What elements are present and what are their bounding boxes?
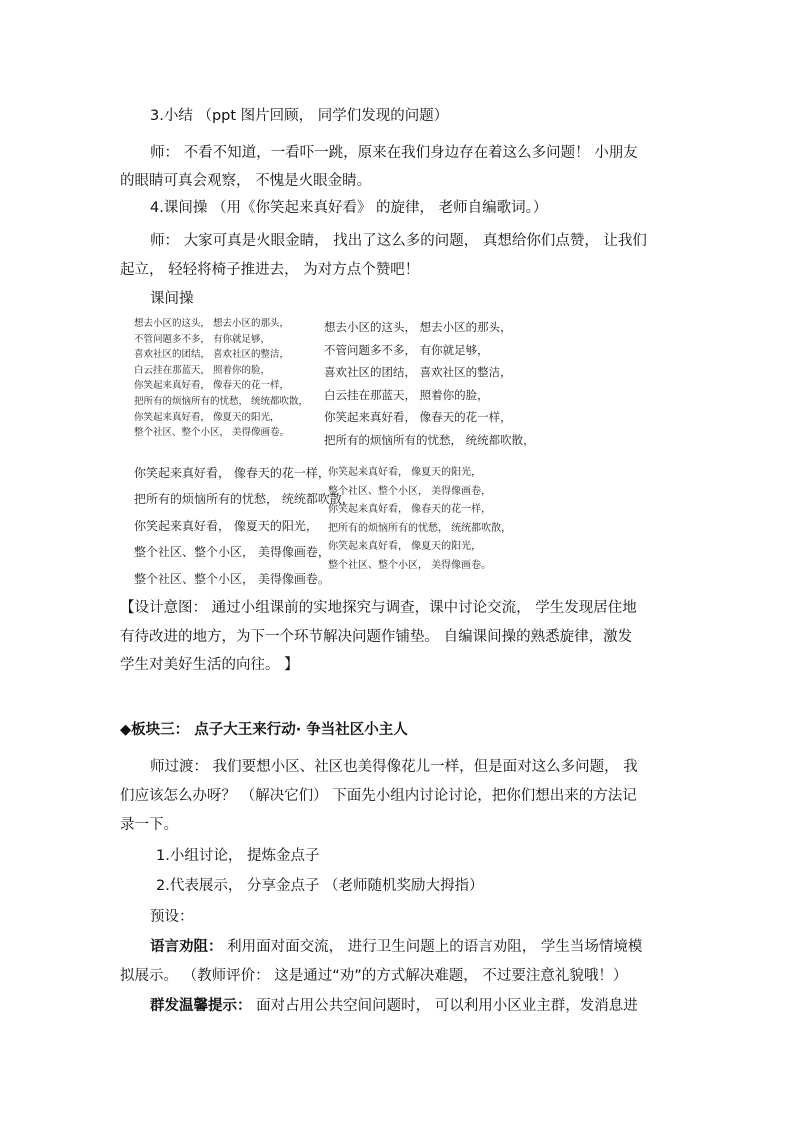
lyric-line: 把所有的烦恼所有的忧愁， 统统都吹散， (324, 432, 535, 447)
transition-line-1: 师过渡： 我们要想小区、社区也美得像花儿一样，但是面对这么多问题， 我 (150, 759, 638, 775)
lyric-line: 整个社区、整个小区， 美得像画卷。 (328, 559, 492, 571)
lyric-line: 喜欢社区的团结， 喜欢社区的整洁， (324, 365, 512, 380)
lyric-line: 你笑起来真好看， 像夏天的阳光， (328, 467, 482, 478)
lyric-line: 不管问题多不多， 有你就足够， (324, 342, 489, 357)
lyric-line: 白云挂在那蓝天， 照着你的脸， (134, 364, 271, 376)
teacher-line-2: 师： 大家可真是火眼金睛， 找出了这么多的问题， 真想给你们点赞， 让我们 (150, 233, 647, 249)
representative-item: 2.代表展示， 分享金点子 （老师随机奖励大拇指） (156, 878, 484, 894)
group-reminder-label: 群发温馨提示： (150, 998, 252, 1014)
lyric-line: 整个社区、整个小区， 美得像画卷。 (134, 427, 290, 439)
lyric-line: 整个社区、整个小区， 美得像画卷， (134, 545, 330, 560)
lyric-line: 你笑起来真好看， 像夏天的阳光， (134, 411, 280, 423)
lyrics-block-1 (134, 316, 308, 441)
teacher-line-1: 师： 不看不知道，一看吓一跳，原来在我们身边存在着这么多问题！ 小朋友 (150, 145, 638, 161)
verbal-persuasion-line-cont: 拟展示。 （教师评价： 这是通过“劝”的方式解决难题， 不过要注意礼貌哦！） (120, 968, 628, 984)
lyric-line: 想去小区的这头， 想去小区的那头， (324, 320, 512, 334)
group-reminder-text: 面对占用公共空间问题时， 可以利用小区业主群，发消息进 (251, 998, 638, 1014)
lyric-line: 把所有的烦恼所有的忧愁， 统统都吹散， (134, 395, 309, 407)
exercise-heading: 4.课间操 （用《你笑起来真好看》 的旋律， 老师自编歌词。） (150, 200, 548, 216)
lyric-line: 整个社区、整个小区， 美得像画卷。 (134, 571, 330, 586)
lyric-line: 把所有的烦恼所有的忧愁， 统统都吹散， (134, 492, 354, 507)
group-discussion-item: 1.小组讨论， 提炼金点子 (156, 848, 320, 864)
design-intent-line-1: 【设计意图： 通过小组课前的实地探究与调查，课中讨论交流， 学生发现居住地 (120, 600, 637, 616)
lyric-line: 喜欢社区的团结， 喜欢社区的整洁， (134, 349, 290, 361)
transition-line-2: 们应该怎么办呀？ （解决它们） 下面先小组内讨论讨论，把你们想出来的方法记 (120, 788, 637, 804)
lyric-line: 整个社区、整个小区， 美得像画卷， (328, 485, 492, 497)
group-reminder-line (150, 996, 638, 1016)
verbal-persuasion-line (150, 937, 642, 957)
preset-label: 预设： (150, 909, 194, 925)
lyric-line: 你笑起来真好看， 像春天的花一样， (328, 504, 492, 516)
lyric-line: 你笑起来真好看， 像春天的花一样， (324, 410, 512, 425)
transition-line-3: 录一下。 (120, 817, 178, 833)
verbal-persuasion-text: 利用面对面交流， 进行卫生问题上的语言劝阻， 学生当场情境模 (222, 939, 643, 955)
exercise-title: 课间操 (150, 291, 194, 307)
lyrics-block-2 (324, 316, 535, 452)
summary-heading: 3.小结 （ppt 图片回顾， 同学们发现的问题） (150, 108, 449, 124)
lyric-line: 不管问题多不多， 有你就足够， (134, 333, 271, 345)
lyric-line: 你笑起来真好看， 像春天的花一样， (134, 380, 290, 392)
lyrics-block-4 (328, 464, 511, 576)
verbal-persuasion-label: 语言劝阻： (150, 939, 223, 955)
teacher-line-1-cont: 的眼睛可真会观察， 不愧是火眼金睛。 (120, 173, 372, 189)
lyric-line: 把所有的烦恼所有的忧愁， 统统都吹散， (328, 522, 512, 534)
lyric-line: 白云挂在那蓝天， 照着你的脸， (324, 387, 489, 402)
lyric-line: 你笑起来真好看， 像夏天的阳光， (134, 518, 318, 533)
design-intent-line-2: 有待改进的地方，为下一个环节解决问题作铺垫。 自编课间操的熟悉旋律，激发 (120, 629, 633, 645)
lyric-line: 你笑起来真好看， 像夏天的阳光， (328, 541, 482, 553)
section-three-heading: ◆板块三： 点子大王来行动· 争当社区小主人 (120, 722, 408, 738)
lyric-line: 想去小区的这头， 想去小区的那头， (134, 318, 290, 329)
lyric-line: 你笑起来真好看， 像春天的花一样， (134, 466, 330, 480)
teacher-line-2-cont: 起立， 轻轻将椅子推进去， 为对方点个赞吧！ (120, 262, 420, 278)
design-intent-line-3: 学生对美好生活的向往。 】 (120, 657, 299, 673)
lyrics-block-3 (134, 460, 354, 592)
